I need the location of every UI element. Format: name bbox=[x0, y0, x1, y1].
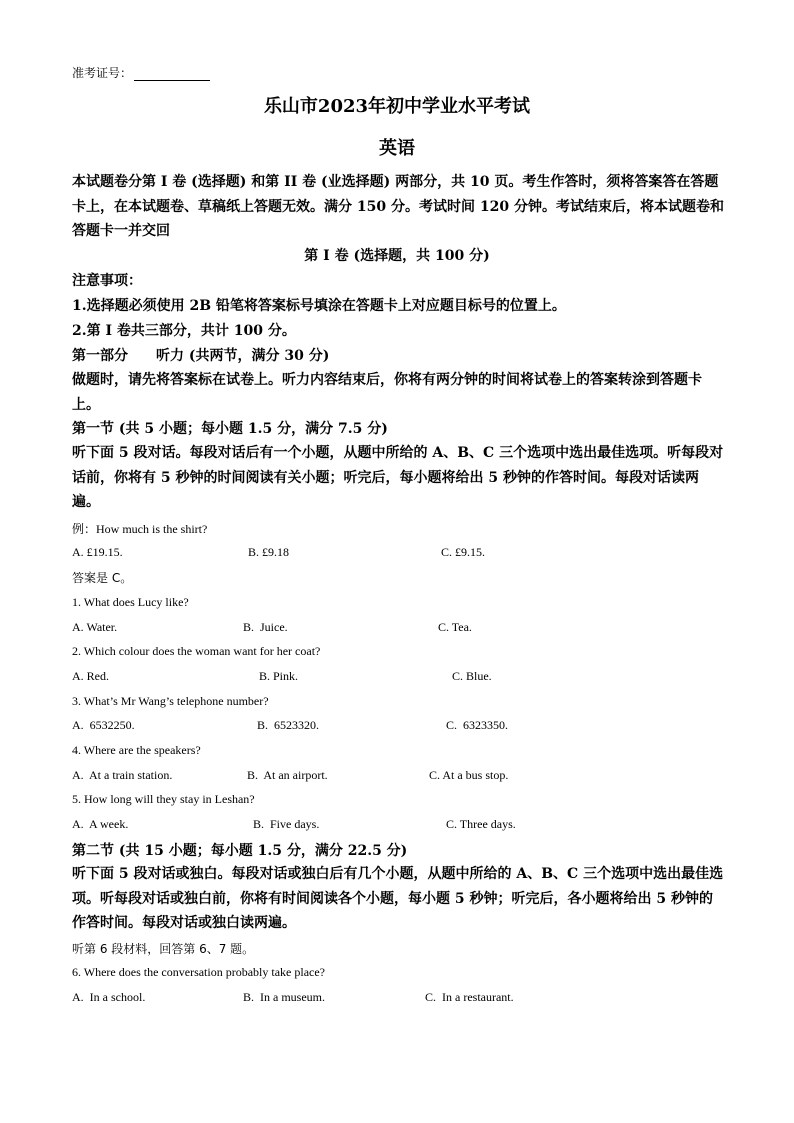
q4-option-a: A. At a train station. bbox=[72, 768, 173, 782]
section1-title: 第一部分 听力 (共两节，满分 30 分) bbox=[72, 348, 330, 364]
example-option-c: C. £9.15. bbox=[441, 545, 486, 559]
q5-option-b: B. Five days. bbox=[253, 817, 320, 831]
question-4: 4. Where are the speakers? bbox=[72, 743, 201, 757]
example-question: 例：How much is the shirt? bbox=[72, 522, 208, 536]
note-1: 1.选择题必须使用 2B 铅笔将答案标号填涂在答题卡上对应题目标号的位置上。 bbox=[72, 298, 566, 314]
q4-option-b: B. At an airport. bbox=[247, 768, 328, 782]
exam-id-field bbox=[72, 64, 210, 81]
subsection1-instructions: 听下面 5 段对话。每段对话后有一个小题，从题中所给的 A、B、C 三个选项中选出最佳选项。听每段对话前，你将有 5 秒钟的时间阅读有关小题；听完后，每小题将给出 5 秒钟的作答时间。每段对话读两遍。 bbox=[72, 445, 724, 510]
q6-option-c: C. In a restaurant. bbox=[425, 990, 514, 1004]
question-6: 6. Where does the conversation probably take place? bbox=[72, 965, 326, 979]
exam-title: 乐山市2023年初中学业水平考试 bbox=[263, 96, 531, 117]
example-option-a: A. £19.15. bbox=[72, 545, 123, 559]
example-answer: 答案是 C。 bbox=[72, 571, 133, 585]
q3-option-a: A. 6532250. bbox=[72, 718, 135, 732]
section1-instructions: 做题时，请先将答案标在试卷上。听力内容结束后，你将有两分钟的时间将试卷上的答案转涂到答题卡上。 bbox=[72, 372, 702, 413]
q5-option-a: A. A week. bbox=[72, 817, 129, 831]
q2-option-c: C. Blue. bbox=[452, 669, 492, 683]
q4-option-c: C. At a bus stop. bbox=[429, 768, 509, 782]
subject-title: 英语 bbox=[379, 138, 415, 159]
q6-option-b: B. In a museum. bbox=[243, 990, 325, 1004]
q5-option-c: C. Three days. bbox=[446, 817, 516, 831]
question-3: 3. What’s Mr Wang’s telephone number? bbox=[72, 694, 269, 708]
example-option-b: B. £9.18 bbox=[248, 545, 290, 559]
note-2: 2.第 I 卷共三部分，共计 100 分。 bbox=[72, 323, 296, 339]
question-1: 1. What does Lucy like? bbox=[72, 595, 189, 609]
part1-title: 第 I 卷 (选择题，共 100 分) bbox=[304, 248, 490, 264]
subsection2-instructions: 听下面 5 段对话或独白。每段对话或独白后有几个小题，从题中所给的 A、B、C 三个选项中选出最佳选项。听每段对话或独白前，你将有时间阅读各个小题，每小题 5 秒钟；听完后，各小题将给出 5 秒钟的作答时间。每段对话或独白读两遍。 bbox=[72, 866, 724, 931]
question-2: 2. Which colour does the woman want for her coat? bbox=[72, 644, 321, 658]
subsection1-title: 第一节 (共 5 小题；每小题 1.5 分，满分 7.5 分) bbox=[72, 421, 388, 437]
q2-option-a: A. Red. bbox=[72, 669, 109, 683]
q1-option-b: B. Juice. bbox=[243, 620, 288, 634]
material-6-instruction: 听第 6 段材料，回答第 6、7 题。 bbox=[72, 942, 255, 956]
intro-paragraph: 本试题卷分第 I 卷 (选择题) 和第 II 卷 (业选择题) 两部分，共 10 页。考生作答时，须将答案答在答题卡上，在本试题卷、草稿纸上答题无效。满分 150 分。考试时间 120 分钟。考试结束后，将本试题卷和答题卡一并交回 bbox=[72, 174, 724, 239]
exam-id-label: 准考证号： bbox=[72, 66, 133, 80]
q6-option-a: A. In a school. bbox=[72, 990, 146, 1004]
q1-option-a: A. Water. bbox=[72, 620, 118, 634]
exam-id-blank bbox=[134, 68, 210, 81]
q3-option-c: C. 6323350. bbox=[446, 718, 509, 732]
subsection2-title: 第二节 (共 15 小题；每小题 1.5 分，满分 22.5 分) bbox=[72, 843, 408, 859]
notes-heading: 注意事项： bbox=[72, 273, 142, 289]
question-5: 5. How long will they stay in Leshan? bbox=[72, 792, 255, 806]
q3-option-b: B. 6523320. bbox=[257, 718, 320, 732]
q1-option-c: C. Tea. bbox=[438, 620, 472, 634]
q2-option-b: B. Pink. bbox=[259, 669, 299, 683]
